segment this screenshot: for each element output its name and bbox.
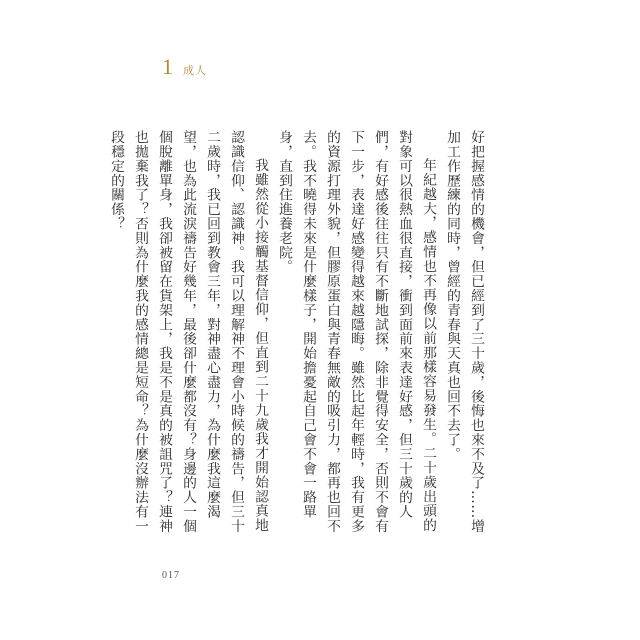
body-text (108, 130, 488, 540)
chapter-title: 成人 (183, 64, 207, 77)
paragraph-2: 年紀越大，感情也不再像以前那樣容易發生。二十歲出頭的對象可以很熱血很直接，衝到面前來表達好感，但三十歲的人們，有好感後往往只有不斷地試探，除非覺得安全，否則不會有下一步，表達好感變得越來越隱晦。雖然比起年輕時，我有更多的資源打理外貌，但膠原蛋白與青春無敵的吸引力，都再也回不去。我不曉得未來是什麼樣子，開始擔憂起自己會不會一路單身，直到住進養老院。 (276, 130, 436, 534)
paragraph-1: 好把握感情的機會，但已經到了三十歲，後悔也來不及了……增加工作歷練的同時，曾經的青春與天真也回不去了。 (444, 130, 484, 534)
chapter-number: 1 (162, 54, 173, 79)
chapter-heading (162, 56, 207, 78)
paragraph-3: 我雖然從小接觸基督信仰，但直到二十九歲我才開始認真地認識信仰、認識神。我可以理解神不理會小時候的禱告，但三十二歲時，我已回到教會三年，對神盡心盡力，為什麼我這麼渴望，也為此流淚禱告好幾年，最後卻什麼都沒有？身邊的人一個個脫離單身，我卻被留在貨架上，我是不是真的被詛咒了？連神也拋棄我了？否則為什麼我的感情總是短命？為什麼沒辦法有一段穩定的關係？ (108, 130, 268, 534)
page-number: 017 (162, 570, 180, 581)
